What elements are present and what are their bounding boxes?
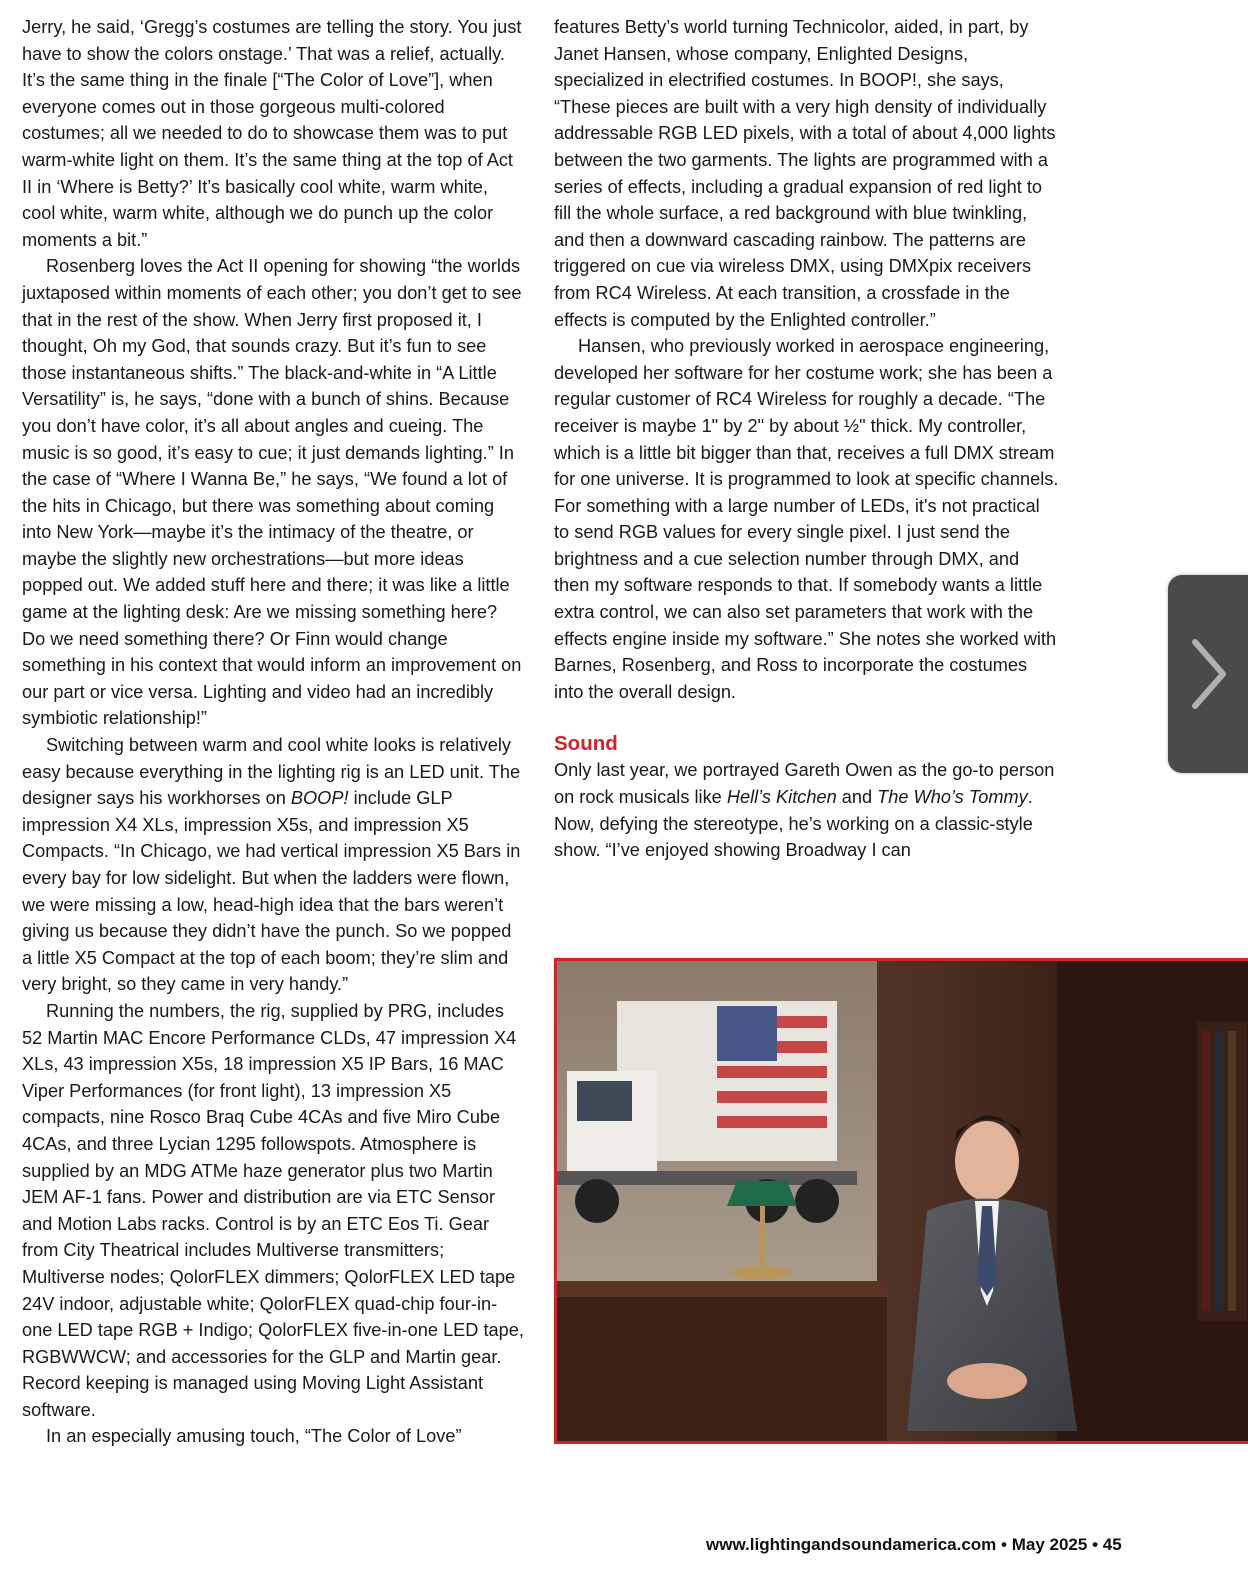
show-title-tommy: The Who’s Tommy: [877, 787, 1028, 808]
right-column: [554, 14, 1059, 864]
page-footer: [706, 1535, 1186, 1555]
paragraph-5: In an especially amusing touch, “The Color of Love”: [46, 1426, 462, 1447]
production-photo: [554, 958, 1248, 1444]
footer-website: www.lightingandsoundamerica.com: [706, 1535, 997, 1554]
paragraph-2: Rosenberg loves the Act II opening for showing “the worlds juxtaposed within moments of each other; you don’t get to see that in the rest of the show. When Jerry first proposed it, I thought, Oh my God, that sounds crazy. But it’s fun to see those instantaneous shifts.” The black-and-white in “A Little Versatility” is, he says, “done with a bunch of shins. Because you don’t have color, it’s all about angles and cueing. The music is so good, it’s easy to cue; it just demands lighting.” In the case of “Where I Wanna Be,” he says, “We found a lot of the hits in Chicago, but there was something about coming into New York—maybe it’s the intimacy of the theatre, or maybe the slightly new orchestrations—but more ideas popped out. We added stuff here and there; it was like a little game at the lighting desk: Are we missing something here? Do we need something there? Or Finn would change something in his context that would inform an improvement on our part or vice versa. Lighting and video had an incredibly symbiotic relationship!”: [22, 256, 522, 729]
stage-scene-illustration: [557, 961, 1248, 1441]
section-heading-sound: Sound: [554, 732, 618, 756]
paragraph-6: features Betty’s world turning Technicolor, aided, in part, by Janet Hansen, whose company, Enlighted Designs, specialized in electrified costumes. In BOOP!, she says, “These pieces are built with a very high density of individually addressable RGB LED pixels, with a total of about 4,000 lights between the two garments. The lights are programmed with a series of effects, including a gradual expansion of red light to fill the whole surface, a red background with blue twinkling, and then a downward cascading rainbow. The patterns are triggered on cue via wireless DMX, using DMXpix receivers from RC4 Wireless. At each transition, a crossfade in the effects is computed by the Enlighted controller.”: [554, 17, 1056, 330]
paragraph-3: [22, 732, 525, 998]
show-title-hells-kitchen: Hell’s Kitchen: [726, 787, 837, 808]
footer-page-number: 45: [1102, 1535, 1122, 1554]
sound-text-3: . Now, defying the stereotype, he’s working on a classic-style show. “I’ve enjoyed showing Broadway I can: [554, 787, 1033, 861]
paragraph-3-rest: include GLP impression X4 XLs, impression X5s, and impression X5 Compacts. “In Chicago, we had vertical impression X5 Bars in every bay for low sidelight. But when the ladders were flown, we were missing a low, head-high idea that the bars weren’t giving us because they didn’t have the punch. So we popped a little X5 Compact at the top of each boom; they’re slim and very bright, so they came in very handy.”: [22, 788, 521, 995]
show-title-italic: BOOP!: [290, 788, 349, 809]
next-page-button[interactable]: [1168, 575, 1248, 773]
paragraph-1: Jerry, he said, ‘Gregg’s costumes are telling the story. You just have to show the colors onstage.’ That was a relief, actually. It’s the same thing in the finale [“The Color of Love”], when everyone comes out in those gorgeous multi-colored costumes; all we needed to do to showcase them was to put warm-white light on them. It’s the same thing at the top of Act II in ‘Where is Betty?’ It’s basically cool white, warm white, cool white, warm white, although we do punch up the color moments a bit.”: [22, 17, 522, 250]
paragraph-sound: [554, 757, 1059, 863]
paragraph-4: Running the numbers, the rig, supplied by PRG, includes 52 Martin MAC Encore Performance CLDs, 47 impression X4 XLs, 43 impression X5s, 18 impression X5 IP Bars, 16 MAC Viper Performances (for front light), 13 impression X5 compacts, nine Rosco Braq Cube 4CAs and five Miro Cube 4CAs, and three Lycian 1295 followspots. Atmosphere is supplied by an MDG ATMe haze generator plus two Martin JEM AF-1 fans. Power and distribution are via ETC Sensor and Motion Labs racks. Control is by an ETC Eos Ti. Gear from City Theatrical includes Multiverse transmitters; Multiverse nodes; QolorFLEX dimmers; QolorFLEX LED tape 24V indoor, adjustable white; QolorFLEX quad-chip four-in-one LED tape RGB + Indigo; QolorFLEX five-in-one LED tape, RGBWWCW; and accessories for the GLP and Martin gear. Record keeping is managed using Moving Light Assistant software.: [22, 1000, 524, 1420]
footer-separator-1: •: [1001, 1535, 1007, 1554]
sound-text-1: Only last year, we portrayed Gareth Owen as the go-to person on rock musicals like: [554, 760, 1055, 808]
paragraph-3-lead: Switching between warm and cool white looks is relatively easy because everything in the lighting rig is an LED unit. The designer says his workhorses on: [22, 735, 521, 809]
chevron-right-icon: [1183, 634, 1233, 714]
sound-text-2: and: [836, 787, 878, 808]
footer-separator-2: •: [1092, 1535, 1099, 1554]
footer-issue: May 2025: [1011, 1535, 1088, 1554]
paragraph-7: Hansen, who previously worked in aerospace engineering, developed her software for her costume work; she has been a regular customer of RC4 Wireless for roughly a decade. “The receiver is maybe 1" by 2" by about ½" thick. My controller, which is a little bit bigger than that, receives a full DMX stream for one universe. It is programmed to look at specific channels. For something with a large number of LEDs, it's not practical to send RGB values for every single pixel. I just send the brightness and a cue selection number through DMX, and then my software responds to that. If somebody wants a little extra control, we can also set parameters that work with the effects engine inside my software.” She notes she worked with Barnes, Rosenberg, and Ross to incorporate the costumes into the overall design.: [554, 336, 1059, 702]
left-column: [22, 14, 525, 1450]
